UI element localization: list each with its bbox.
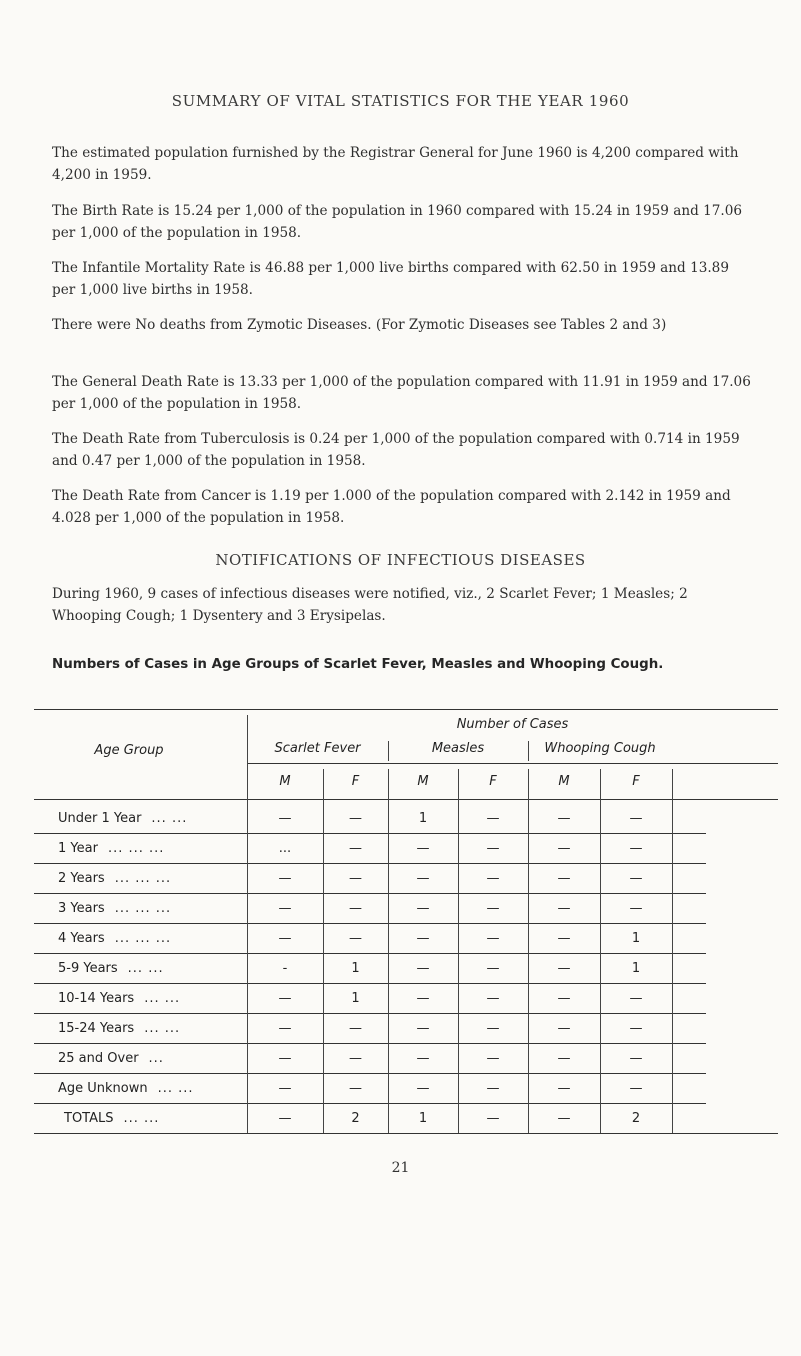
column-divider (600, 769, 601, 1133)
disease-divider (388, 741, 389, 761)
row-label (58, 871, 171, 886)
table-cell: — (416, 1051, 430, 1066)
table-cell: 1 (418, 811, 428, 826)
row-label (58, 841, 164, 856)
table-cell: — (349, 1081, 362, 1096)
table-title: Numbers of Cases in Age Groups of Scarlet Fever, Measles and Whooping Cough. (52, 657, 664, 672)
table-cell: — (557, 901, 571, 916)
page-number: 21 (391, 1160, 410, 1176)
table-cell: — (486, 871, 500, 886)
table-cell: — (486, 1051, 500, 1066)
table-cell: — (557, 1051, 571, 1066)
column-divider (528, 769, 529, 1133)
tuberculosis-paragraph: The Death Rate from Tuberculosis is 0.24 per 1,000 of the population compared with 0.714 in 1959 and 0.47 per 1,000 of the population in 1958. (52, 431, 740, 469)
age-group-label: 1 Year (58, 841, 98, 856)
row-label (58, 901, 171, 916)
sex-header: M (279, 774, 291, 789)
row-rule (34, 983, 706, 984)
age-group-label: TOTALS (64, 1111, 114, 1126)
table-cell: — (486, 991, 500, 1006)
column-divider (388, 769, 389, 1133)
row-rule (34, 1103, 706, 1104)
table-cell: — (278, 931, 292, 946)
row-label (64, 1111, 159, 1126)
birth-rate-paragraph: The Birth Rate is 15.24 per 1,000 of the population in 1960 compared with 15.24 in 1959 and 17.06 per 1,000 of the population in 1958. (52, 203, 743, 241)
row-rule (34, 1043, 706, 1044)
zymotic-paragraph: There were No deaths from Zymotic Diseases. (For Zymotic Diseases see Tables 2 and 3) (52, 317, 667, 333)
table-cell: — (486, 961, 500, 976)
table-top-rule (34, 709, 778, 710)
table-cell: — (557, 841, 571, 856)
age-group-label: 2 Years (58, 871, 105, 886)
table-cell: — (278, 1051, 292, 1066)
table-cell: — (349, 1051, 362, 1066)
row-label (58, 961, 164, 976)
table-cell: — (349, 931, 362, 946)
table-cell: — (349, 871, 362, 886)
table-cell: — (629, 841, 643, 856)
row-label (58, 991, 180, 1006)
sex-header: F (489, 774, 497, 789)
dot-leader: ... ... ... (114, 931, 172, 946)
measles-header: Measles (431, 741, 485, 756)
notifications-heading: NOTIFICATIONS OF INFECTIOUS DISEASES (215, 551, 586, 569)
age-group-label: 25 and Over (58, 1051, 139, 1066)
age-group-header: Age Group (94, 743, 164, 758)
age-group-label: Age Unknown (58, 1081, 148, 1096)
table-cell: — (557, 961, 571, 976)
row-label (58, 1021, 180, 1036)
sex-header: M (558, 774, 570, 789)
row-rule (34, 863, 706, 864)
row-label (58, 811, 187, 826)
table-cell: — (486, 841, 500, 856)
age-group-label: 4 Years (58, 931, 105, 946)
table-cell: — (278, 871, 292, 886)
scarlet-fever-header: Scarlet Fever (274, 741, 361, 756)
table-cell: — (416, 961, 430, 976)
age-group-label: 10-14 Years (58, 991, 135, 1006)
table-cell: — (557, 931, 571, 946)
table-cell: — (416, 841, 430, 856)
table-cell: — (349, 901, 362, 916)
sex-header-rule (34, 799, 778, 800)
row-rule (34, 893, 706, 894)
table-cell: 1 (418, 1111, 428, 1126)
table-cell: — (278, 1021, 292, 1036)
row-label (58, 1051, 164, 1066)
table-cell: ... (278, 841, 292, 856)
table-cell: — (416, 901, 430, 916)
table-cell: — (557, 811, 571, 826)
table-cell: — (486, 811, 500, 826)
table-cell: — (557, 1021, 571, 1036)
table-cell: — (416, 991, 430, 1006)
notifications-paragraph: During 1960, 9 cases of infectious diseases were notified, viz., 2 Scarlet Fever; 1 Measles; 2 Whooping Cough; 1 Dysentery and 3 Erysipelas. (52, 586, 688, 624)
table-cell: 1 (351, 961, 360, 976)
table-cell: 2 (351, 1111, 360, 1126)
table-cell: — (486, 1111, 500, 1126)
dot-leader: ... ... (144, 1021, 181, 1036)
table-cell: — (349, 841, 362, 856)
table-cell: — (629, 811, 643, 826)
infantile-mortality-paragraph: The Infantile Mortality Rate is 46.88 per 1,000 live births compared with 62.50 in 1959 and 13.89 per 1,000 live births in 1958. (52, 260, 729, 298)
table-cell: — (486, 931, 500, 946)
table-cell: — (629, 1021, 643, 1036)
sex-header: F (351, 774, 360, 789)
column-divider (458, 769, 459, 1133)
sex-header: F (632, 774, 640, 789)
dot-leader: ... ... (127, 961, 164, 976)
disease-divider (528, 741, 529, 761)
column-divider (323, 769, 324, 1133)
table-cell: — (349, 811, 362, 826)
table-cell: 1 (631, 931, 641, 946)
row-rule (34, 953, 706, 954)
table-cell: — (486, 1021, 500, 1036)
death-rate-paragraph: The General Death Rate is 13.33 per 1,000 of the population compared with 11.91 in 1959 and 17.06 per 1,000 of the population in 1958. (52, 374, 751, 412)
table-cell: - (282, 961, 288, 976)
table-cell: — (486, 1081, 500, 1096)
table-cell: — (416, 1021, 430, 1036)
table-cell: 2 (631, 1111, 641, 1126)
table-cell: — (416, 871, 430, 886)
table-cell: — (557, 991, 571, 1006)
dot-leader: ... ... ... (114, 901, 172, 916)
table-cell: — (557, 1081, 571, 1096)
age-group-label: Under 1 Year (58, 811, 142, 826)
whooping-cough-header: Whooping Cough (544, 741, 656, 756)
dot-leader: ... ... ... (114, 871, 172, 886)
disease-header-rule (247, 763, 778, 764)
row-rule (34, 1073, 706, 1074)
page-title: SUMMARY OF VITAL STATISTICS FOR THE YEAR 1960 (171, 92, 630, 110)
column-divider (672, 769, 673, 1133)
cancer-paragraph: The Death Rate from Cancer is 1.19 per 1.000 of the population compared with 2.142 in 1959 and 4.028 per 1,000 of the population in 1958. (52, 488, 731, 526)
row-rule (34, 923, 706, 924)
dot-leader: ... ... (144, 991, 181, 1006)
table-cell: — (557, 1111, 571, 1126)
table-cell: — (486, 901, 500, 916)
table-cell: — (278, 991, 292, 1006)
row-label (58, 1081, 194, 1096)
dot-leader: ... ... (157, 1081, 194, 1096)
disease-divider (247, 715, 248, 763)
age-group-label: 3 Years (58, 901, 105, 916)
row-label (58, 931, 171, 946)
table-cell: — (278, 901, 292, 916)
age-group-label: 15-24 Years (58, 1021, 135, 1036)
number-of-cases-header: Number of Cases (456, 717, 569, 732)
column-divider (247, 763, 248, 1133)
table-cell: — (278, 1111, 292, 1126)
age-group-label: 5-9 Years (58, 961, 118, 976)
row-rule (34, 1133, 778, 1134)
dot-leader: ... ... ... (107, 841, 165, 856)
table-cell: — (629, 871, 643, 886)
row-rule (34, 833, 706, 834)
dot-leader: ... ... (123, 1111, 160, 1126)
age-group-table (34, 703, 778, 1133)
table-cell: 1 (351, 991, 360, 1006)
table-cell: — (349, 1021, 362, 1036)
dot-leader: ... ... (151, 811, 188, 826)
table-cell: 1 (631, 961, 641, 976)
population-paragraph: The estimated population furnished by the Registrar General for June 1960 is 4,200 compared with 4,200 in 1959. (52, 145, 739, 183)
sex-header: M (417, 774, 429, 789)
table-cell: — (416, 1081, 430, 1096)
dot-leader: ... (148, 1051, 164, 1066)
table-cell: — (278, 1081, 292, 1096)
table-cell: — (629, 901, 643, 916)
table-cell: — (629, 991, 643, 1006)
table-cell: — (278, 811, 292, 826)
table-cell: — (416, 931, 430, 946)
table-cell: — (629, 1051, 643, 1066)
row-rule (34, 1013, 706, 1014)
table-cell: — (629, 1081, 643, 1096)
table-cell: — (557, 871, 571, 886)
